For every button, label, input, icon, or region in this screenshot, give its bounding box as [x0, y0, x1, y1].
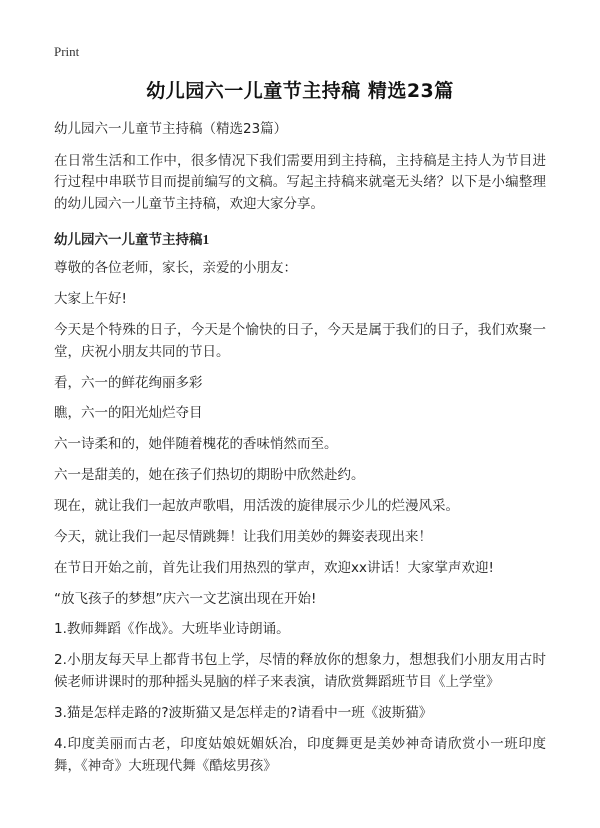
section-heading-number: 1	[202, 232, 210, 248]
print-link[interactable]: Print	[54, 44, 80, 59]
body-paragraph: 今天，就让我们一起尽情跳舞！让我们用美妙的舞姿表现出来！	[54, 528, 432, 545]
body-paragraph: 在节日开始之前，首先让我们用热烈的掌声，欢迎xx讲话！大家掌声欢迎!	[54, 559, 494, 576]
section-heading-text: 幼儿园六一儿童节主持稿	[54, 232, 203, 249]
body-paragraph: 今天是个特殊的日子，今天是个愉快的日子，今天是属于我们的日子，我们欢聚一堂，庆祝小朋友共同的节日。	[54, 321, 546, 360]
body-paragraph: 六一诗柔和的，她伴随着槐花的香味悄然而至。	[54, 436, 338, 453]
program-item: 1.教师舞蹈《作战》。大班毕业诗朗诵。	[54, 621, 290, 638]
intro-paragraph: 在日常生活和工作中，很多情况下我们需要用到主持稿，主持稿是主持人为节目进行过程中串联节目而提前编写的文稿。写起主持稿来就毫无头绪？以下是小编整理的幼儿园六一儿童节主持稿，欢迎大家分享。	[54, 152, 546, 213]
body-paragraph: 看，六一的鲜花绚丽多彩	[54, 374, 203, 391]
program-item: 2.小朋友每天早上都背书包上学，尽情的释放你的想象力，想想我们小朋友用古时候老师讲课时的那种摇头晃脑的样子来表演，请欣赏舞蹈班节目《上学堂》	[54, 652, 546, 691]
program-item: 4.印度美丽而古老，印度姑娘妩媚妖冶，印度舞更是美妙神奇请欣赏小一班印度舞，《神奇》大班现代舞《酷炫男孩》	[54, 735, 546, 774]
body-paragraph: 尊敬的各位老师，家长，亲爱的小朋友：	[54, 260, 297, 277]
program-item: 3.猫是怎样走路的?波斯猫又是怎样走的?请看中一班《波斯猫》	[54, 705, 433, 722]
body-paragraph: 大家上午好!	[54, 291, 127, 308]
body-paragraph: 现在，就让我们一起放声歌唱，用活泼的旋律展示少儿的烂漫风采。	[54, 498, 459, 515]
body-paragraph: 瞧，六一的阳光灿烂夺目	[54, 405, 203, 422]
section-heading	[54, 228, 546, 248]
body-paragraph: “放飞孩子的梦想”庆六一文艺演出现在开始!	[54, 590, 317, 607]
page-title: 幼儿园六一儿童节主持稿 精选23篇	[146, 80, 454, 102]
body-paragraph: 六一是甜美的，她在孩子们热切的期盼中欣然赴约。	[54, 467, 365, 484]
document-subtitle: 幼儿园六一儿童节主持稿（精选23篇）	[54, 121, 288, 137]
